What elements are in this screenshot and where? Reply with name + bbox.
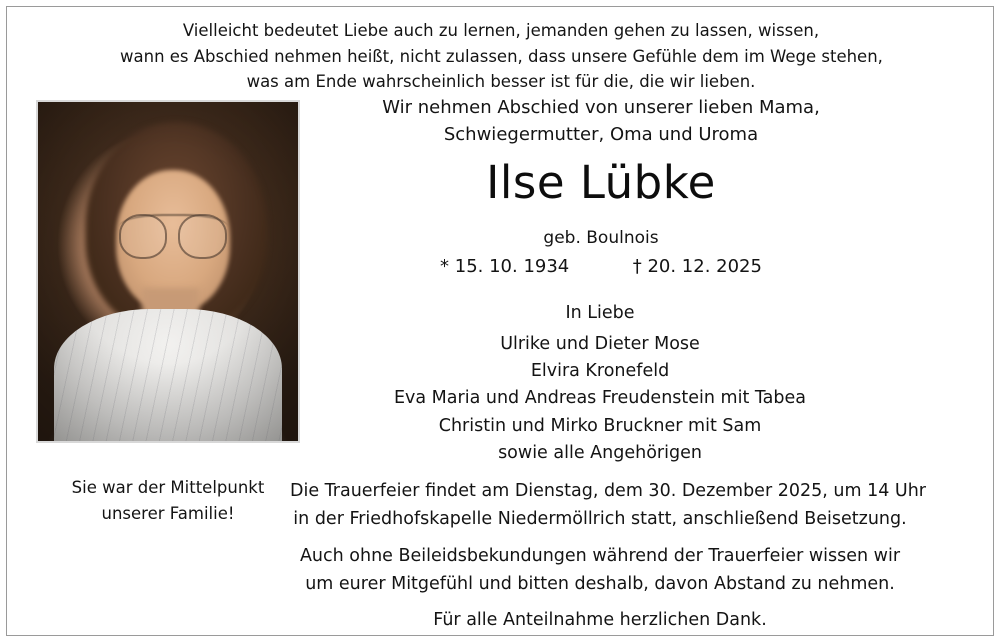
paragraph-gap [290, 534, 910, 542]
paragraph-gap-2 [290, 598, 910, 606]
thanks-line: Für alle Anteilnahme herzlichen Dank. [433, 610, 767, 631]
ceremony-block [290, 477, 926, 635]
life-dates [320, 256, 882, 277]
condolences-line-2: um eurer Mitgefühl und bitten deshalb, davon Abstand zu nehmen. [305, 574, 895, 595]
verse-line-2: wann es Abschied nehmen heißt, nicht zulassen, dass unsere Gefühle dem im Wege stehen, [120, 46, 883, 66]
verse-line-1: Vielleicht bedeutet Liebe auch zu lernen, jemanden gehen zu lassen, wissen, [182, 21, 820, 40]
ceremony-line-1: Die Trauerfeier findet am Dienstag, dem 30. Dezember 2025, um 14 Uhr [290, 481, 926, 501]
portrait-photo [36, 100, 300, 443]
photo-caption-line-2: unserer Familie! [101, 503, 235, 523]
mourner-line-2: Elvira Kronefeld [530, 361, 670, 382]
mourner-line-4: Christin und Mirko Bruckner mit Sam [438, 415, 762, 436]
ceremony-line-2: in der Friedhofskapelle Niedermöllrich statt, anschließend Beisetzung. [293, 509, 907, 530]
intro-line-1: Wir nehmen Abschied von unserer lieben Mama, [382, 97, 820, 118]
mourner-line-1: Ulrike und Dieter Mose [500, 334, 700, 355]
mourner-line-5: sowie alle Angehörigen [498, 442, 702, 463]
mourner-line-3: Eva Maria und Andreas Freudenstein mit Tabea [393, 388, 806, 409]
maiden-name: geb. Boulnois [543, 228, 659, 248]
intro-block [320, 94, 882, 148]
condolences-line-1: Auch ohne Beileidsbekundungen während der Trauerfeier wissen wir [299, 545, 901, 566]
photo-caption [22, 475, 314, 526]
intro-line-2: Schwiegermutter, Oma und Uroma [443, 124, 759, 145]
verse-line-3: was am Ende wahrscheinlich besser ist für die, die wir lieben. [246, 72, 756, 92]
verse-block [120, 18, 882, 95]
deceased-name: Ilse Lübke [486, 156, 716, 209]
death-date: † 20. 12. 2025 [632, 256, 762, 277]
mourners-block [300, 300, 900, 467]
portrait-vignette [38, 102, 298, 441]
mourners-lead: In Liebe [565, 303, 635, 323]
photo-caption-line-1: Sie war der Mittelpunkt [71, 478, 265, 497]
birth-date: * 15. 10. 1934 [440, 256, 570, 277]
portrait-image [38, 102, 298, 441]
